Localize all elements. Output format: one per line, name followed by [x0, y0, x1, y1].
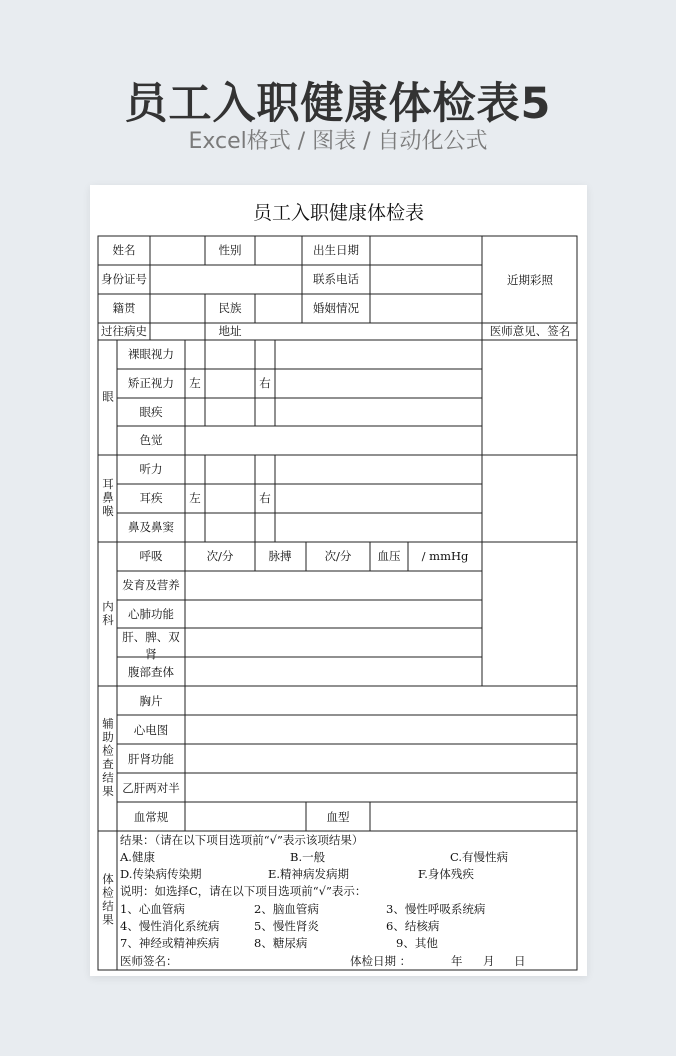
- name-label: 姓名: [112, 243, 136, 257]
- pulse-label: 脉搏: [268, 549, 292, 563]
- disease-2: 2、脑血管病: [254, 902, 319, 916]
- eye-left-label: 左: [189, 376, 201, 390]
- date-year: 年: [451, 954, 463, 968]
- marital-status-label: 婚姻情况: [313, 301, 359, 315]
- native-place-label: 籍贯: [112, 301, 136, 315]
- liver-spleen-label: 肝、脾、双: [122, 630, 180, 644]
- result-section-label: 体检结果: [101, 873, 115, 927]
- phone-label: 联系电话: [313, 272, 359, 286]
- internal-section-label: 内科: [101, 600, 115, 628]
- liver-spleen-label-cont: 肾: [145, 647, 157, 661]
- blood-routine-label: 血常规: [133, 810, 169, 824]
- disease-6: 6、结核病: [386, 919, 440, 933]
- eye-section-label: 眼: [101, 390, 115, 404]
- ear-disease-label: 耳疾: [139, 491, 163, 505]
- ecg-label: 心电图: [133, 723, 169, 737]
- respiration-unit: 次/分: [206, 549, 234, 563]
- development-label: 发育及营养: [122, 578, 180, 592]
- disease-9: 9、其他: [396, 936, 438, 950]
- ent-left-label: 左: [189, 491, 201, 505]
- disease-1: 1、心血管病: [120, 902, 185, 916]
- disease-7: 7、神经或精神疾病: [120, 936, 220, 950]
- naked-vision-label: 裸眼视力: [128, 347, 174, 361]
- option-f: F.身体残疾: [418, 867, 474, 881]
- disease-3: 3、慢性呼吸系统病: [386, 902, 486, 916]
- doctor-signature-label: 医师签名：: [120, 954, 178, 968]
- result-note: 说明：如选择C，请在以下项目选项前“√”表示：: [120, 884, 367, 898]
- eye-right-label: 右: [259, 376, 271, 390]
- banner-subtitle: Excel格式 / 图表 / 自动化公式: [188, 129, 488, 154]
- option-e: E.精神病发病期: [268, 867, 350, 881]
- disease-8: 8、糖尿病: [254, 936, 308, 950]
- option-c: C.有慢性病: [450, 850, 509, 864]
- disease-4: 4、慢性消化系统病: [120, 919, 220, 933]
- option-b: B.一般: [290, 850, 326, 864]
- disease-5: 5、慢性肾炎: [254, 919, 319, 933]
- address-label: 地址: [218, 324, 242, 338]
- abdomen-label: 腹部查体: [128, 665, 174, 679]
- medical-history-label: 过往病史: [101, 324, 147, 338]
- banner-title: 员工入职健康体检表5: [124, 79, 552, 129]
- pulse-unit: 次/分: [324, 549, 352, 563]
- aux-section-label: 辅助检查结果: [101, 717, 115, 799]
- chest-xray-label: 胸片: [139, 694, 163, 708]
- hepatitis-b-label: 乙肝两对半: [122, 781, 180, 795]
- nose-label: 鼻及鼻窦: [128, 520, 174, 534]
- blood-pressure-unit: / mmHg: [421, 549, 469, 563]
- color-sense-label: 色觉: [139, 433, 163, 447]
- gender-label: 性别: [218, 243, 242, 257]
- photo-placeholder: 近期彩照: [507, 273, 553, 287]
- respiration-label: 呼吸: [139, 549, 163, 563]
- date-day: 日: [514, 954, 526, 968]
- birth-date-label: 出生日期: [313, 243, 359, 257]
- ethnicity-label: 民族: [218, 301, 242, 315]
- date-month: 月: [483, 954, 495, 968]
- blood-type-label: 血型: [326, 810, 350, 824]
- ent-section-label: 耳鼻喉: [101, 477, 115, 519]
- option-d: D.传染病传染期: [120, 867, 202, 881]
- id-number-label: 身份证号: [101, 272, 147, 286]
- ent-right-label: 右: [259, 491, 271, 505]
- liver-kidney-label: 肝肾功能: [128, 752, 174, 766]
- result-instruction: 结果：（请在以下项目选项前“√”表示该项结果）: [120, 833, 364, 847]
- corrected-vision-label: 矫正视力: [128, 376, 174, 390]
- blood-pressure-label: 血压: [377, 549, 401, 563]
- heart-lung-label: 心肺功能: [128, 607, 174, 621]
- doctor-opinion-label: 医师意见、签名: [489, 324, 571, 338]
- eye-disease-label: 眼疾: [139, 405, 163, 419]
- form-title: 员工入职健康体检表: [252, 202, 424, 224]
- option-a: A.健康: [120, 850, 155, 864]
- exam-date-label: 体检日期 ：: [350, 954, 412, 968]
- hearing-label: 听力: [139, 462, 163, 476]
